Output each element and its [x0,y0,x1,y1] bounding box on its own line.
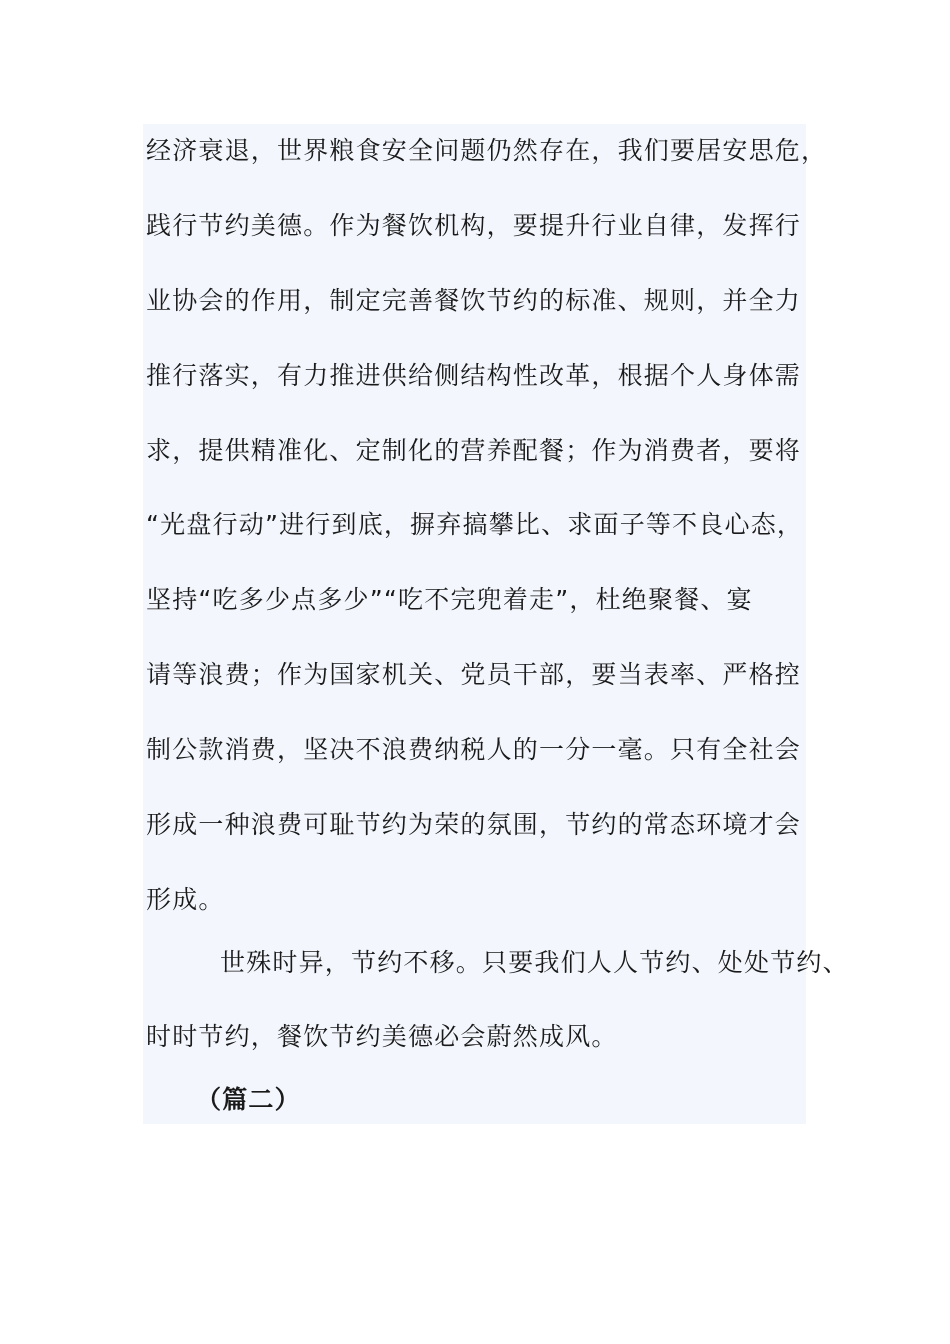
paragraph-line: 推行落实，有力推进供给侧结构性改革，根据个人身体需 [146,361,802,390]
paragraph-line: 形成一种浪费可耻节约为荣的氛围，节约的常态环境才会 [146,810,802,839]
section-heading: （篇二） [196,1085,301,1114]
paragraph-line: 求，提供精准化、定制化的营养配餐；作为消费者，要将 [146,436,802,465]
paragraph-line: 经济衰退，世界粮食安全问题仍然存在，我们要居安思危， [146,136,828,165]
paragraph-line: 制公款消费，坚决不浪费纳税人的一分一毫。只有全社会 [146,735,802,764]
paragraph-line: 形成。 [146,885,225,914]
paragraph-line: 时时节约，餐饮节约美德必会蔚然成风。 [146,1022,618,1051]
paragraph-line: 世殊时异，节约不移。只要我们人人节约、处处节约、 [220,948,849,977]
paragraph-line: 请等浪费；作为国家机关、党员干部，要当表率、严格控 [146,660,802,689]
paragraph-line: 业协会的作用，制定完善餐饮节约的标准、规则，并全力 [146,286,802,315]
paragraph-line: 践行节约美德。作为餐饮机构，要提升行业自律，发挥行 [146,211,802,240]
paragraph-line: “光盘行动”进行到底，摒弃搞攀比、求面子等不良心态， [146,510,804,539]
paragraph-line: 坚持“吃多少点多少”“吃不完兜着走”，杜绝聚餐、宴 [146,585,753,614]
